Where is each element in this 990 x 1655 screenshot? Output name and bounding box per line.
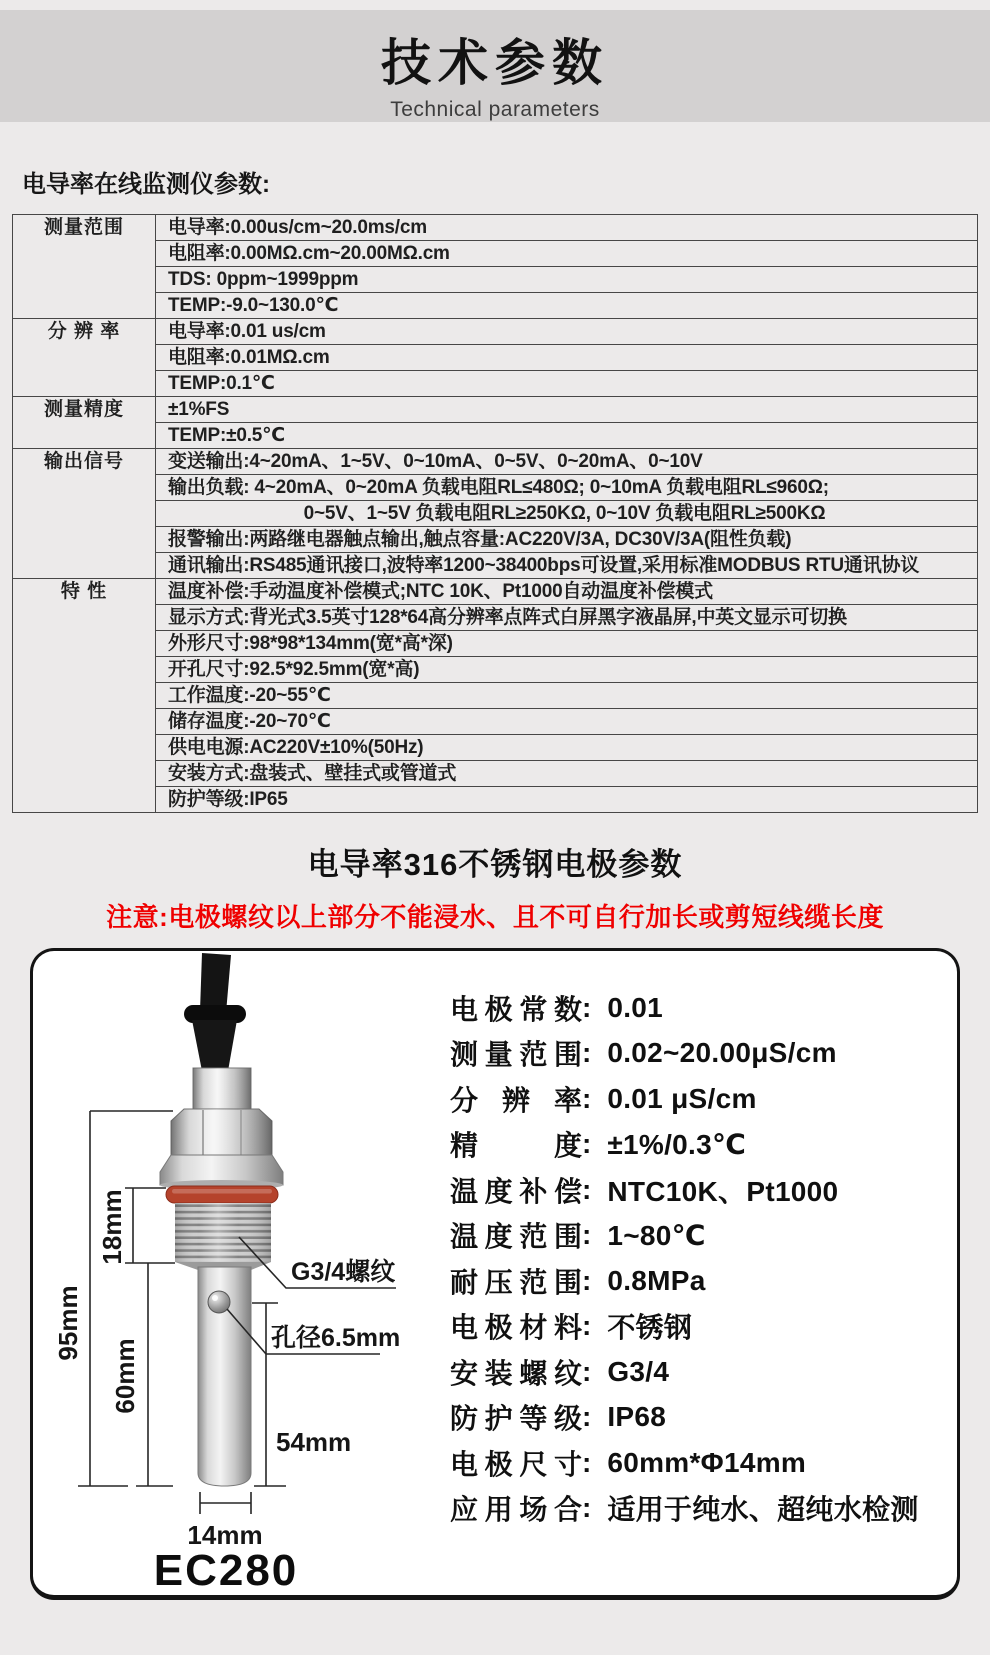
electrode-spec-label: 电极材料 [450,1312,582,1344]
spec-table-row [13,423,978,449]
electrode-spec-value: IP68 [607,1401,667,1433]
spec-table-row [13,449,978,475]
electrode-figure [33,951,448,1591]
electrode-spec-colon: : [582,1128,592,1160]
electrode-spec-value: 适用于纯水、超纯水检测 [607,1494,919,1526]
electrode-spec-label: 分辨率 [450,1084,582,1116]
electrode-spec-row [450,1122,951,1168]
spec-row-text: 电阻率:0.01MΩ.cm [156,345,978,371]
header-banner [0,10,990,122]
spec-table-row [13,241,978,267]
dim-overall-label: 95mm [53,1285,83,1361]
spec-row-text: 供电电源:AC220V±10%(50Hz) [156,735,978,761]
electrode-spec-row [450,1076,951,1122]
electrode-spec-value: 0.02~20.00μS/cm [607,1037,837,1069]
meter-params-heading: 电导率在线监测仪参数: [22,171,270,198]
spec-table-row [13,787,978,813]
spec-row-text: TEMP:-9.0~130.0℃ [156,293,978,319]
spec-table-row [13,709,978,735]
spec-row-text: 工作温度:-20~55℃ [156,683,978,709]
spec-row-text: 防护等级:IP65 [156,787,978,813]
electrode-spec-colon: : [582,1355,592,1387]
spec-table-row [13,215,978,241]
dim-lower-label: 54mm [276,1427,352,1457]
electrode-spec-row [450,1440,951,1486]
spec-table-row [13,527,978,553]
electrode-spec-row [450,1031,951,1077]
electrode-spec-label: 精度 [450,1130,582,1162]
spec-table-row [13,293,978,319]
spec-row-text: TDS: 0ppm~1999ppm [156,267,978,293]
electrode-spec-row [450,1395,951,1441]
electrode-spec-value: 0.01 μS/cm [607,1082,757,1114]
electrode-spec-label: 温度补偿 [450,1175,582,1207]
electrode-flange [160,1155,283,1190]
electrode-spec-value: 不锈钢 [607,1312,693,1344]
model-label: EC280 [153,1546,299,1591]
electrode-spec-label: 电极尺寸 [450,1448,582,1480]
electrode-spec-colon: : [582,1401,592,1433]
spec-row-text: 通讯输出:RS485通讯接口,波特率1200~38400bps可设置,采用标准MODBUS RTU通讯协议 [156,553,978,579]
spec-table-row [13,605,978,631]
electrode-spec-row [450,1258,951,1304]
spec-table-row [13,371,978,397]
spec-row-text: 报警输出:两路继电器触点输出,触点容量:AC220V/3A, DC30V/3A(阻性负载) [156,527,978,553]
electrode-spec-label: 应用场合 [450,1494,582,1526]
electrode-spec-row [450,1349,951,1395]
spec-table-row [13,657,978,683]
spec-table-row [13,579,978,605]
spec-group-label: 特 性 [13,579,156,813]
electrode-spec-label: 安装螺纹 [450,1357,582,1389]
electrode-spec-value: ±1%/0.3℃ [607,1128,747,1160]
electrode-spec-label: 耐压范围 [450,1266,582,1298]
spec-table-row [13,397,978,423]
electrode-spec-colon: : [582,1173,592,1205]
electrode-spec-colon: : [582,991,592,1023]
electrode-spec-value: 0.8MPa [607,1264,706,1296]
spec-table-row [13,735,978,761]
electrode-spec-label: 防护等级 [450,1403,582,1435]
spec-table-body [13,215,978,813]
electrode-spec-value: G3/4 [607,1355,670,1387]
spec-row-text: 变送输出:4~20mA、1~5V、0~10mA、0~5V、0~20mA、0~10V [156,449,978,475]
spec-row-text: 开孔尺寸:92.5*92.5mm(宽*高) [156,657,978,683]
electrode-spec-colon: : [582,1446,592,1478]
spec-table-row [13,475,978,501]
electrode-spec-row [450,1486,951,1532]
electrode-spec-colon: : [582,1082,592,1114]
electrode-spec-value: 1~80℃ [607,1219,706,1251]
electrode-hex-nut [171,1109,272,1155]
dim-diameter-label: 14mm [187,1520,263,1550]
spec-row-text: 电导率:0.01 us/cm [156,319,978,345]
electrode-spec-value: 60mm*Φ14mm [607,1446,807,1478]
hole-callout-label: 孔径6.5mm [271,1324,401,1352]
spec-row-text: 安装方式:盘装式、壁挂式或管道式 [156,761,978,787]
thread-callout-label: G3/4螺纹 [291,1258,396,1286]
dim-shaft-label: 60mm [110,1338,140,1414]
electrode-spec-row [450,1167,951,1213]
electrode-oring [166,1186,278,1203]
spec-row-text: TEMP:0.1℃ [156,371,978,397]
spec-row-text: 显示方式:背光式3.5英寸128*64高分辨率点阵式白屏黑字液晶屏,中英文显示可切换 [156,605,978,631]
electrode-spec-value: NTC10K、Pt1000 [607,1175,839,1207]
spec-row-text: 外形尺寸:98*98*134mm(宽*高*深) [156,631,978,657]
electrode-shaft [198,1267,251,1486]
electrode-spec-colon: : [582,1037,592,1069]
spec-row-text: 输出负载: 4~20mA、0~20mA 负载电阻RL≤480Ω; 0~10mA 负载电阻RL≤960Ω; [156,475,978,501]
spec-table-row [13,553,978,579]
electrode-spec-label: 温度范围 [450,1221,582,1253]
spec-row-text: TEMP:±0.5℃ [156,423,978,449]
spec-table-row [13,761,978,787]
spec-table-row [13,267,978,293]
electrode-spec-colon: : [582,1310,592,1342]
spec-row-text: ±1%FS [156,397,978,423]
spec-group-label: 测量精度 [13,397,156,449]
spec-table-row [13,345,978,371]
electrode-spec-label: 测量范围 [450,1039,582,1071]
spec-row-text: 储存温度:-20~70℃ [156,709,978,735]
spec-row-text: 0~5V、1~5V 负载电阻RL≥250KΩ, 0~10V 负载电阻RL≥500KΩ [156,501,978,527]
electrode-spec-colon: : [582,1219,592,1251]
electrode-spec-row [450,1304,951,1350]
spec-group-label: 输出信号 [13,449,156,579]
spec-table [12,214,978,813]
spec-table-row [13,319,978,345]
electrode-spec-label: 电极常数 [450,993,582,1025]
spec-group-label: 分 辨 率 [13,319,156,397]
spec-row-text: 电阻率:0.00MΩ.cm~20.00MΩ.cm [156,241,978,267]
electrode-spec-row [450,985,951,1031]
electrode-illustration [33,951,448,1591]
electrode-spec-colon: : [582,1492,592,1524]
electrode-spec-row [450,1213,951,1259]
page-title: 技术参数 [381,35,609,91]
electrode-spec-list [448,951,957,1595]
spec-table-row [13,683,978,709]
warning-note: 注意:电极螺纹以上部分不能浸水、且不可自行加长或剪短线缆长度 [106,902,884,932]
electrode-spec-value: 0.01 [607,991,664,1023]
spec-row-text: 电导率:0.00us/cm~20.0ms/cm [156,215,978,241]
electrode-section-title: 电导率316不锈钢电极参数 [307,847,683,882]
electrode-card [30,948,960,1600]
electrode-thread [175,1203,271,1270]
spec-table-row [13,631,978,657]
dim-thread-label: 18mm [97,1189,127,1265]
electrode-spec-colon: : [582,1264,592,1296]
spec-table-row [13,501,978,527]
spec-group-label: 测量范围 [13,215,156,319]
page-subtitle: Technical parameters [390,98,600,121]
electrode-gland [193,1068,251,1110]
spec-row-text: 温度补偿:手动温度补偿模式;NTC 10K、Pt1000自动温度补偿模式 [156,579,978,605]
electrode-cable [184,953,246,1071]
